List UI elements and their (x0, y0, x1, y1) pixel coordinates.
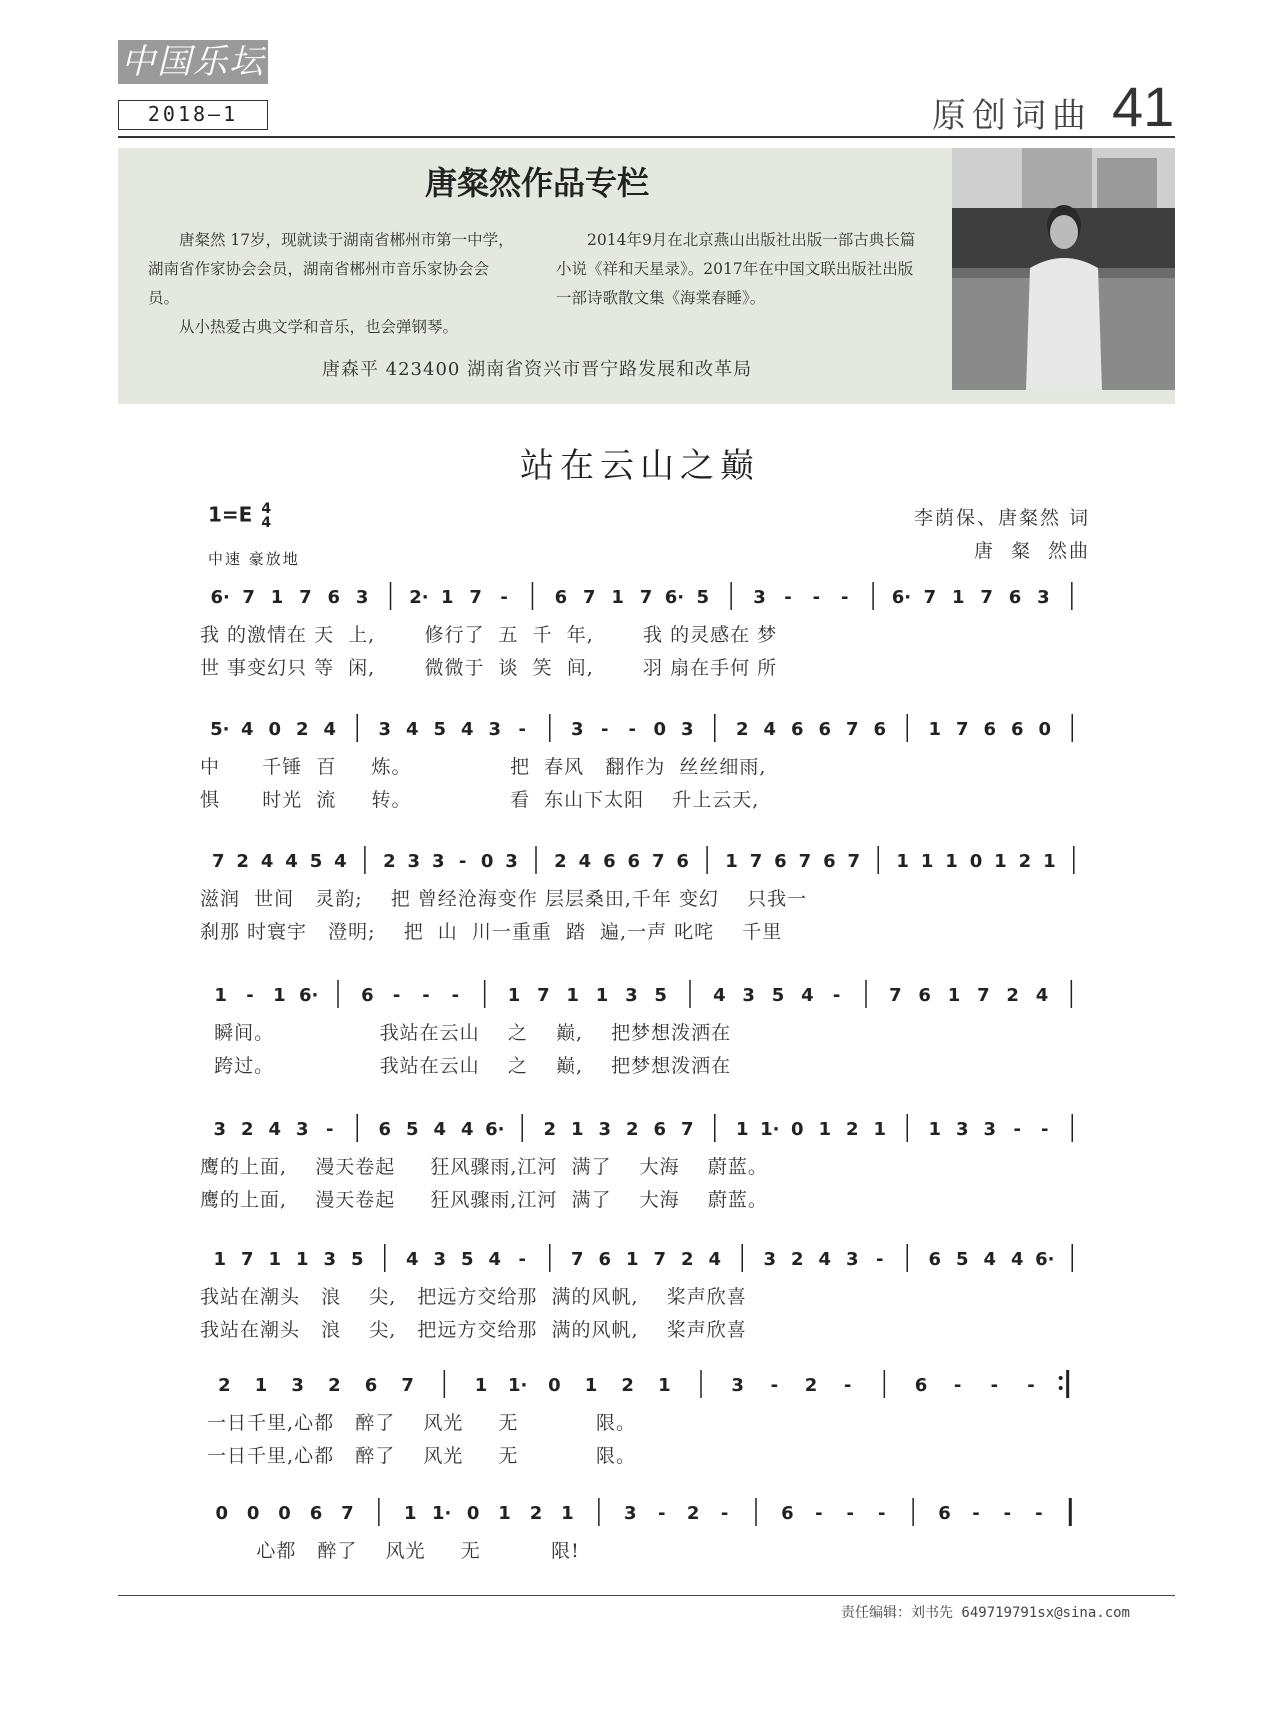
note: 6 (790, 719, 804, 740)
note: 1 (873, 1119, 887, 1140)
note: 1 (441, 587, 454, 608)
note: 7 (847, 851, 861, 872)
song-title: 站在云山之巅 (520, 446, 760, 486)
note: 6 (918, 985, 931, 1006)
note: 3 (295, 1119, 309, 1140)
note: 3 (488, 719, 502, 740)
dash-extension: - (392, 985, 401, 1006)
dash-extension: - (812, 587, 821, 608)
page-number: 41 (1112, 75, 1175, 138)
issue-label: 2018—1 (118, 100, 268, 130)
note: 4 (323, 719, 337, 740)
note: 1 (561, 1503, 574, 1524)
lyric-verse-2: 鹰的上面, 漫天卷起 狂风骤雨,江河 满了 大海 蔚蓝。 (200, 1189, 768, 1211)
note: 0 (466, 1503, 480, 1524)
time-numerator: 4 (261, 501, 272, 517)
note: 3 (680, 719, 694, 740)
note: 6 (938, 1503, 951, 1524)
contact-line: 唐森平 423400 湖南省资兴市晋宁路发展和改革局 (321, 359, 753, 380)
note: 1 (725, 851, 738, 872)
note: 1 (214, 985, 227, 1006)
dash-extension: - (1027, 1375, 1035, 1396)
note: 4 (763, 719, 777, 740)
note: 3 (598, 1119, 612, 1140)
note: 6 (1008, 587, 1022, 608)
dash-extension: - (784, 587, 792, 608)
note: 5 (771, 985, 785, 1006)
note: 0 (969, 851, 983, 872)
bio-paragraph: 从小热爱古典文学和音乐，也会弹钢琴。 (179, 318, 459, 336)
note: 7 (469, 587, 482, 608)
note: 1 (498, 1503, 511, 1524)
tempo-marking: 中速 豪放地 (208, 550, 300, 568)
note: 1 (928, 1119, 942, 1140)
note: 4 (578, 851, 592, 872)
note: 3 (323, 1249, 337, 1270)
note: 1 (994, 851, 1007, 872)
dash-extension: - (832, 985, 841, 1006)
note: 0 (480, 851, 494, 872)
note: 1 (595, 985, 609, 1006)
note: 4 (713, 985, 726, 1006)
bio-right-column (556, 226, 924, 313)
dash-extension: - (246, 985, 254, 1006)
note: 4 (708, 1249, 722, 1270)
notation-system (200, 976, 1090, 1088)
note: 3 (731, 1375, 744, 1396)
lyric-verse-2: 惧 时光 流 转。 看 东山下太阳 升上云天, (200, 789, 760, 811)
note: 5 (955, 1249, 969, 1270)
notation-system (200, 1494, 1090, 1606)
bio-left-column (148, 226, 516, 342)
note: 3 (763, 1249, 777, 1270)
dash-extension: - (876, 1249, 884, 1270)
note: 2 (1006, 985, 1019, 1006)
note: 2 (218, 1375, 231, 1396)
note: 5· (210, 719, 230, 740)
note: 1 (735, 1119, 749, 1140)
author-photo (952, 148, 1175, 390)
note: 6· (210, 587, 230, 608)
note: 0 (268, 719, 282, 740)
repeat-dot (1059, 1376, 1063, 1380)
note: 4 (268, 1119, 282, 1140)
note: 0 (215, 1503, 228, 1524)
note: 5 (433, 719, 447, 740)
note: 6 (818, 719, 832, 740)
notation-line (200, 1366, 1090, 1402)
note: 7 (242, 587, 255, 608)
dash-extension: - (1013, 1119, 1021, 1140)
dash-extension: - (1003, 1503, 1012, 1524)
note: 3 (845, 1249, 859, 1270)
magazine-logo (118, 40, 268, 84)
note: 6 (873, 719, 887, 740)
dash-extension: - (815, 1503, 823, 1524)
notation-line (200, 1110, 1090, 1146)
note: 5 (696, 587, 710, 608)
key-signature (208, 502, 271, 530)
note: 4 (801, 985, 814, 1006)
note: 3 (291, 1375, 304, 1396)
dash-extension: - (846, 1503, 855, 1524)
note: 1 (213, 1249, 227, 1270)
note: 6 (676, 851, 689, 872)
lyric-verse-1: 中 千锤 百 炼。 把 春风 翻作为 丝丝细雨, (200, 756, 767, 778)
notation-line (200, 578, 1090, 614)
note: 2 (240, 1119, 254, 1140)
note: 6 (309, 1503, 323, 1524)
note: 0 (278, 1503, 291, 1524)
dash-extension: - (422, 985, 430, 1006)
dash-extension: - (601, 719, 609, 740)
composer-credit: 唐 粲 然曲 (973, 540, 1090, 562)
note: 2 (554, 851, 567, 872)
note: 6 (1010, 719, 1024, 740)
dash-extension: - (628, 719, 636, 740)
note: 6 (914, 1375, 928, 1396)
note: 2 (680, 1249, 694, 1270)
dash-extension: - (451, 985, 460, 1006)
dash-extension: - (657, 1503, 666, 1524)
note: 3 (1037, 587, 1050, 608)
dash-extension: - (518, 719, 526, 740)
note: 1 (295, 1249, 309, 1270)
note: 1 (611, 587, 624, 608)
note: 0 (653, 719, 667, 740)
note: 1 (566, 985, 579, 1006)
lyric-verse-1: 一日千里,心都 醉了 风光 无 限。 (200, 1412, 636, 1434)
note: 4 (488, 1249, 502, 1270)
note: 1 (270, 587, 284, 608)
note: 4 (433, 1119, 447, 1140)
note: 3 (378, 719, 392, 740)
note: 1 (947, 985, 961, 1006)
note: 4 (405, 719, 419, 740)
note: 6· (891, 587, 912, 608)
notation-system (200, 710, 1090, 822)
lyric-verse-1: 心都 醉了 风光 无 限! (200, 1540, 580, 1562)
note: 6 (378, 1119, 392, 1140)
notation-system (200, 578, 1090, 690)
note: 4 (818, 1249, 832, 1270)
note: 7 (639, 587, 653, 608)
note: 1 (951, 587, 965, 608)
note: 5 (460, 1249, 474, 1270)
dash-extension: - (840, 587, 849, 608)
note: 7 (845, 719, 859, 740)
section-title: 原创词曲 (932, 96, 1092, 136)
note: 6 (361, 985, 374, 1006)
lyric-verse-1: 我站在潮头 浪 尖, 把远方交给那 满的风帆, 桨声欣喜 (200, 1286, 747, 1308)
lyricist-credit: 李荫保、唐粲然 词 (913, 507, 1090, 529)
note: 2 (804, 1375, 818, 1396)
dash-extension: - (1035, 1503, 1043, 1524)
note: 2 (295, 719, 309, 740)
note: 1· (507, 1375, 528, 1396)
note: 7 (889, 985, 902, 1006)
notation-system (200, 1110, 1090, 1222)
note: 7 (240, 1249, 254, 1270)
bio-paragraph: 唐粲然 17岁，现就读于湖南省郴州市第一中学，湖南省作家协会会员，湖南省郴州市音乐家协会会员。 (148, 231, 514, 307)
dash-extension: - (500, 587, 508, 608)
note: 2 (735, 719, 749, 740)
note: 6· (664, 587, 685, 608)
note: 3 (433, 1249, 447, 1270)
note: 6 (983, 719, 997, 740)
lyric-verse-1: 瞬间。 我站在云山 之 巅, 把梦想泼洒在 (200, 1022, 732, 1044)
note: 3 (505, 851, 518, 872)
notation-line (200, 842, 1090, 878)
editor-credit: 责任编辑：刘书先 649719791sx@sina.com (840, 1605, 1130, 1621)
dash-extension: - (953, 1375, 962, 1396)
note: 4 (405, 1249, 419, 1270)
note: 2 (383, 851, 396, 872)
note: 1 (945, 851, 958, 872)
note: 6· (1035, 1249, 1055, 1270)
notation-system (200, 842, 1090, 954)
note: 6 (364, 1375, 378, 1396)
note: 6 (603, 851, 616, 872)
note: 1 (474, 1375, 488, 1396)
note: 4 (334, 851, 347, 872)
note: 1 (658, 1375, 671, 1396)
time-denominator: 4 (261, 515, 272, 531)
note: 7 (749, 851, 763, 872)
note: 7 (401, 1375, 414, 1396)
note: 2 (625, 1119, 639, 1140)
note: 2 (529, 1503, 543, 1524)
note: 0 (1038, 719, 1052, 740)
note: 1 (254, 1375, 268, 1396)
note: 2 (236, 851, 249, 872)
notation-line (200, 710, 1090, 746)
note: 2· (409, 587, 429, 608)
note: 1· (760, 1119, 780, 1140)
notation-system (200, 1366, 1090, 1478)
dash-extension: - (326, 1119, 334, 1140)
note: 0 (548, 1375, 561, 1396)
dash-extension: - (770, 1375, 779, 1396)
note: 1 (896, 851, 909, 872)
dash-extension: - (990, 1375, 999, 1396)
note: 0 (246, 1503, 260, 1524)
note: 7 (651, 851, 665, 872)
note: 1 (818, 1119, 832, 1140)
note: 6 (627, 851, 641, 872)
note: 7 (798, 851, 812, 872)
note: 3 (625, 985, 638, 1006)
logo-text: 中国乐坛 (121, 42, 265, 82)
note: 6· (485, 1119, 505, 1140)
profile-title: 唐粲然作品专栏 (424, 164, 649, 202)
note: 1 (928, 719, 942, 740)
note: 5 (654, 985, 667, 1006)
notation-system (200, 1240, 1090, 1352)
note: 4 (260, 851, 274, 872)
note: 7 (537, 985, 550, 1006)
note: 1 (404, 1503, 417, 1524)
lyric-verse-2: 我站在潮头 浪 尖, 把远方交给那 满的风帆, 桨声欣喜 (200, 1319, 747, 1341)
note: 7 (211, 851, 225, 872)
lyric-verse-1: 鹰的上面, 漫天卷起 狂风骤雨,江河 满了 大海 蔚蓝。 (200, 1156, 768, 1178)
bio-paragraph: 2014年9月在北京燕山出版社出版一部古典长篇小说《祥和天星录》。2017年在中国文联出版社出版一部诗歌散文集《海棠春睡》。 (556, 231, 916, 307)
note: 3 (213, 1119, 227, 1140)
note: 1 (273, 985, 286, 1006)
lyric-verse-2: 跨过。 我站在云山 之 巅, 把梦想泼洒在 (200, 1055, 732, 1077)
note: 1 (268, 1249, 282, 1270)
note: 2 (328, 1375, 341, 1396)
note: 3 (355, 587, 369, 608)
note: 5 (309, 851, 323, 872)
note: 3 (983, 1119, 997, 1140)
note: 7 (680, 1119, 694, 1140)
dash-extension: - (843, 1375, 852, 1396)
note: 7 (582, 587, 596, 608)
note: 3 (624, 1503, 637, 1524)
lyric-verse-2: 刹那 时寰宇 澄明; 把 山 川一重重 踏 遍,一声 叱咤 千里 (200, 921, 783, 943)
note: 6 (774, 851, 787, 872)
note: 6 (781, 1503, 794, 1524)
note: 7 (653, 1249, 667, 1270)
lyric-verse-1: 滋润 世间 灵韵; 把 曾经沧海变作 层层桑田,千年 变幻 只我一 (200, 888, 808, 910)
note: 6 (928, 1249, 942, 1270)
note: 6 (598, 1249, 612, 1270)
footer-divider (118, 1595, 1175, 1596)
note: 5 (405, 1119, 419, 1140)
dash-extension: - (720, 1503, 729, 1524)
note: 6· (298, 985, 319, 1006)
lyric-verse-1: 我 的激情在 天 上, 修行了 五 千 年, 我 的灵感在 梦 (200, 624, 778, 646)
note: 1 (1043, 851, 1056, 872)
note: 6 (823, 851, 836, 872)
notation-line (200, 1494, 1090, 1530)
note: 7 (341, 1503, 354, 1524)
dash-extension: - (458, 851, 467, 872)
note: 7 (570, 1249, 584, 1270)
note: 1 (507, 985, 521, 1006)
note: 6 (554, 587, 568, 608)
note: 4 (460, 1119, 474, 1140)
note: 7 (977, 985, 990, 1006)
note: 6 (653, 1119, 667, 1140)
lyric-verse-2: 世 事变幻只 等 闲, 微微于 谈 笑 间, 羽 扇在手何 所 (200, 657, 778, 679)
notation-line (200, 1240, 1090, 1276)
note: 2 (1018, 851, 1032, 872)
note: 3 (753, 587, 766, 608)
note: 2 (621, 1375, 634, 1396)
note: 3 (431, 851, 445, 872)
note: 2 (686, 1503, 700, 1524)
dash-extension: - (518, 1249, 526, 1270)
note: 1· (432, 1503, 452, 1524)
note: 6 (327, 587, 341, 608)
notation-line (200, 976, 1090, 1012)
key-label: 1=E (208, 502, 253, 527)
note: 1 (920, 851, 934, 872)
note: 7 (980, 587, 993, 608)
note: 7 (923, 587, 937, 608)
note: 4 (240, 719, 254, 740)
header-divider (118, 136, 1175, 138)
note: 3 (742, 985, 755, 1006)
note: 3 (407, 851, 421, 872)
note: 4 (460, 719, 474, 740)
dash-extension: - (1041, 1119, 1049, 1140)
note: 7 (955, 719, 969, 740)
note: 2 (845, 1119, 859, 1140)
note: 7 (299, 587, 312, 608)
note: 3 (955, 1119, 969, 1140)
note: 5 (350, 1249, 364, 1270)
note: 3 (570, 719, 584, 740)
lyric-verse-2: 一日千里,心都 醉了 风光 无 限。 (200, 1445, 636, 1467)
note: 1 (584, 1375, 598, 1396)
note: 4 (1010, 1249, 1024, 1270)
note: 0 (790, 1119, 804, 1140)
note: 4 (285, 851, 298, 872)
note: 4 (983, 1249, 997, 1270)
note: 1 (625, 1249, 639, 1270)
dash-extension: - (972, 1503, 980, 1524)
note: 4 (1035, 985, 1049, 1006)
note: 2 (543, 1119, 557, 1140)
note: 2 (790, 1249, 804, 1270)
dash-extension: - (877, 1503, 886, 1524)
repeat-dot (1059, 1386, 1063, 1390)
note: 1 (570, 1119, 584, 1140)
